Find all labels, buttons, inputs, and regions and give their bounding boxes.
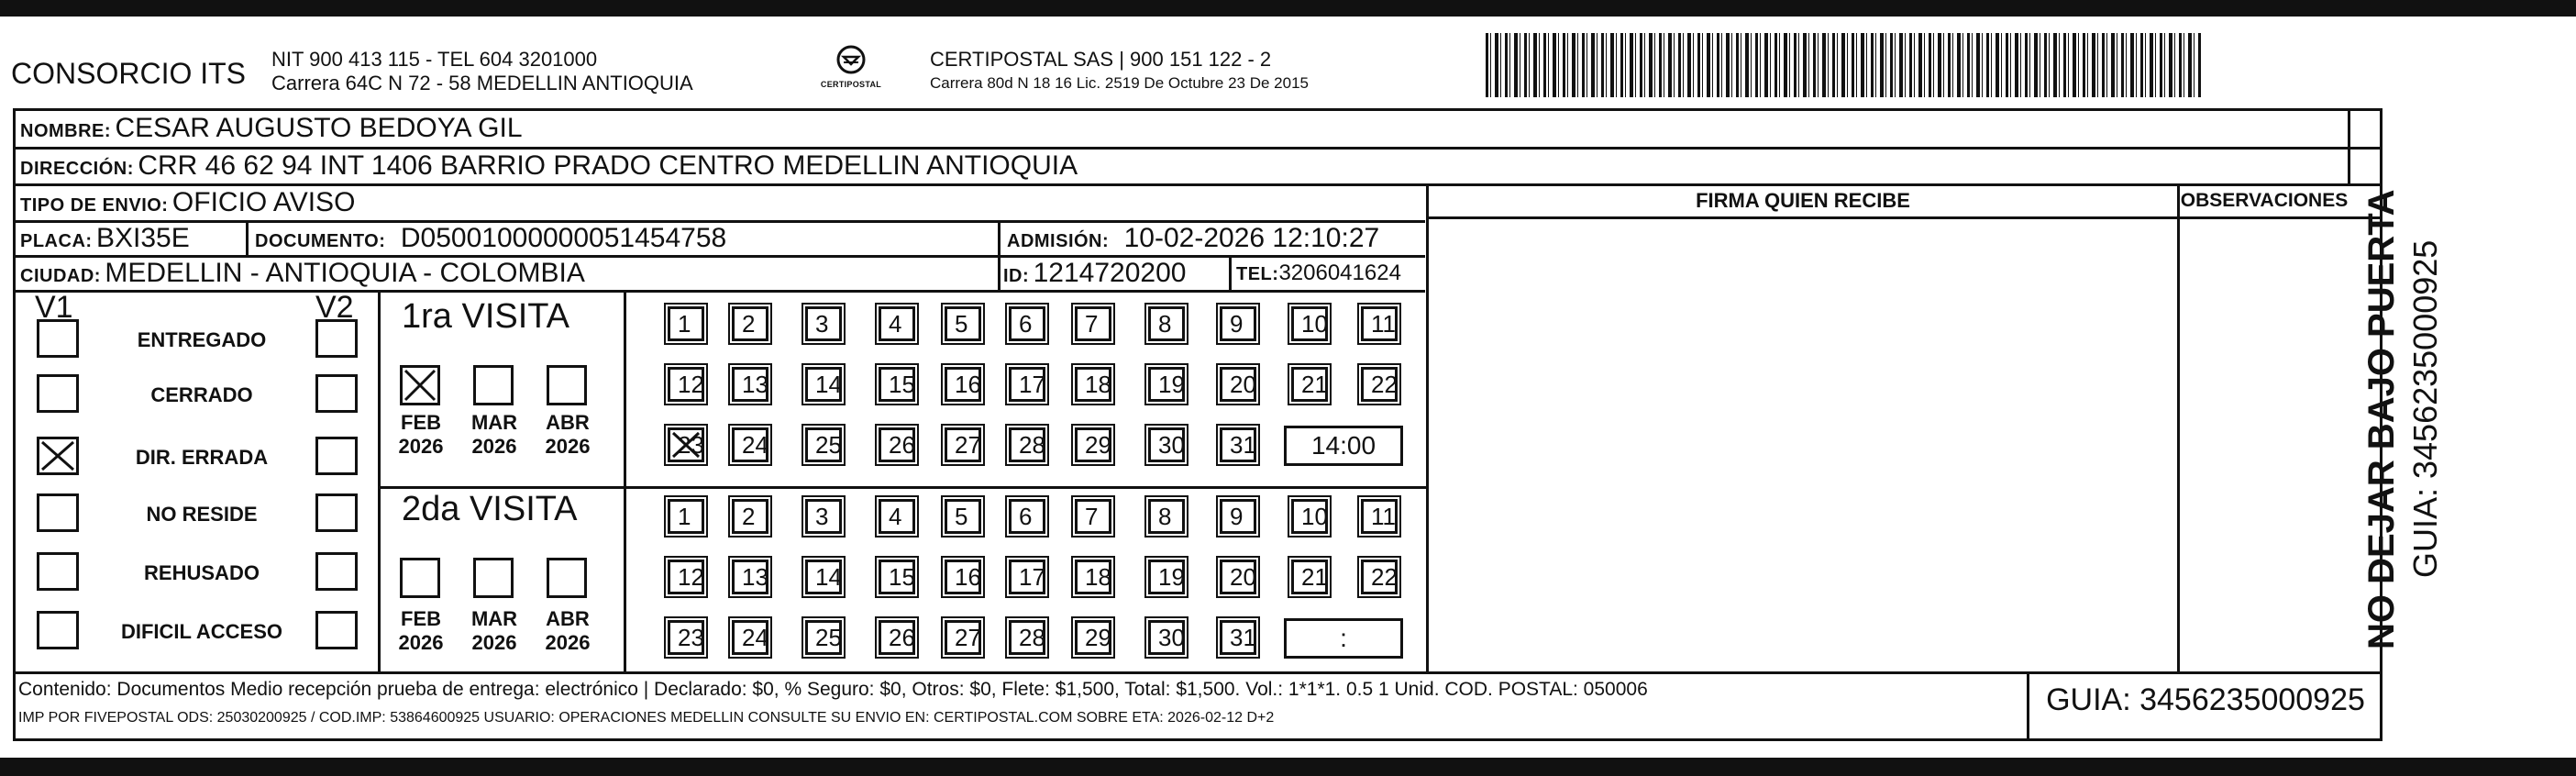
v2-checkbox-dificil-acceso[interactable] (315, 611, 358, 649)
tipo-label: TIPO DE ENVIO: (20, 195, 169, 216)
row-line-5 (13, 290, 1425, 293)
second-visit-month-label-feb (389, 607, 453, 655)
first-visit-time-box[interactable]: 14:00 (1284, 426, 1403, 466)
second-visit-day-22[interactable]: 22 (1361, 560, 1398, 594)
first-visit-day-1[interactable]: 1 (668, 306, 704, 341)
month-name: FEB (401, 411, 441, 434)
admision-value: 10-02-2026 12:10:27 (1123, 223, 1380, 253)
month-name: ABR (546, 411, 590, 434)
top-edge-bar (0, 0, 2576, 17)
v1-label: V1 (35, 290, 73, 325)
first-visit-day-16[interactable]: 16 (945, 367, 981, 402)
first-visit-day-11[interactable]: 11 (1361, 306, 1398, 341)
second-visit-day-2[interactable]: 2 (732, 499, 768, 534)
placa-value: BXI35E (96, 223, 190, 253)
direccion-row (20, 149, 1078, 183)
admision-cell (1007, 222, 1379, 255)
first-visit-day-5[interactable]: 5 (945, 306, 981, 341)
admision-label: ADMISIÓN: (1007, 231, 1110, 251)
first-visit-day-15[interactable]: 15 (879, 367, 915, 402)
v1-check-mark-dir-errada (37, 437, 79, 475)
tipo-row (20, 185, 355, 220)
first-visit-day-22[interactable]: 22 (1361, 367, 1398, 402)
v2-label: V2 (315, 290, 354, 325)
tel-value: 3206041624 (1278, 261, 1401, 285)
second-visit-month-label-mar (462, 607, 526, 655)
certipostal-line1: CERTIPOSTAL SAS | 900 151 122 - 2 (930, 48, 1272, 71)
observaciones-header: OBSERVACIONES (2180, 190, 2349, 211)
first-visit-day-18[interactable]: 18 (1075, 367, 1111, 402)
first-visit-day-28[interactable]: 28 (1009, 427, 1045, 462)
second-visit-day-17[interactable]: 17 (1009, 560, 1045, 594)
firma-header: FIRMA QUIEN RECIBE (1696, 189, 1910, 212)
first-visit-day-7[interactable]: 7 (1075, 306, 1111, 341)
visit-title-divider (624, 290, 626, 671)
id-cell (1003, 257, 1186, 290)
second-visit-day-28[interactable]: 28 (1009, 620, 1045, 655)
first-visit-day-9[interactable]: 9 (1220, 306, 1256, 341)
certipostal-info (930, 48, 1309, 95)
status-label-dificil-acceso: DIFICIL ACCESO (120, 620, 282, 643)
placa-label: PLACA: (20, 231, 93, 251)
ciudad-label: CIUDAD: (20, 266, 101, 286)
v1-checkbox-no-reside[interactable] (37, 493, 79, 532)
first-visit-day-12[interactable]: 12 (668, 367, 704, 402)
status-label-cerrado: CERRADO (150, 383, 253, 406)
month-year: 2026 (471, 435, 517, 458)
second-visit-day-8[interactable]: 8 (1148, 499, 1185, 534)
second-visit-day-11[interactable]: 11 (1361, 499, 1398, 534)
second-visit-day-27[interactable]: 27 (945, 620, 981, 655)
nombre-row (20, 110, 523, 147)
nit-tel: NIT 900 413 115 - TEL 604 3201000 (271, 48, 598, 71)
first-visit-month-label-feb (389, 411, 453, 459)
second-visit-day-21[interactable]: 21 (1291, 560, 1328, 594)
admision-divider (998, 220, 1001, 290)
second-visit-day-24[interactable]: 24 (732, 620, 768, 655)
status-label-no-reside: NO RESIDE (146, 503, 258, 526)
first-visit-day-21[interactable]: 21 (1291, 367, 1328, 402)
bottom-edge-bar (0, 758, 2576, 776)
id-value: 1214720200 (1033, 258, 1187, 288)
side-guia: GUIA: 3456235000925 (2406, 239, 2444, 578)
second-visit-day-20[interactable]: 20 (1220, 560, 1256, 594)
second-visit-day-23[interactable]: 23 (668, 620, 704, 655)
v2-checkbox-dir-errada[interactable] (315, 437, 358, 475)
second-visit-day-12[interactable]: 12 (668, 560, 704, 594)
first-visit-day-20[interactable]: 20 (1220, 367, 1256, 402)
v1-checkbox-cerrado[interactable] (37, 374, 79, 413)
ciudad-value: MEDELLIN - ANTIOQUIA - COLOMBIA (105, 258, 585, 288)
first-visit-day-19[interactable]: 19 (1148, 367, 1185, 402)
month-year: 2026 (398, 435, 444, 458)
first-visit-day-25[interactable]: 25 (805, 427, 842, 462)
status-label-rehusado: REHUSADO (144, 561, 260, 584)
second-visit-day-16[interactable]: 16 (945, 560, 981, 594)
second-visit-day-25[interactable]: 25 (805, 620, 842, 655)
first-visit-day-3[interactable]: 3 (805, 306, 842, 341)
company-address: Carrera 64C N 72 - 58 MEDELLIN ANTIOQUIA (271, 72, 693, 94)
first-visit-day-10[interactable]: 10 (1291, 306, 1328, 341)
barcode (1486, 33, 2201, 97)
second-visit-day-1[interactable]: 1 (668, 499, 704, 534)
second-visit-day-5[interactable]: 5 (945, 499, 981, 534)
tel-cell (1236, 257, 1401, 290)
company-name: CONSORCIO ITS (11, 57, 247, 90)
second-visit-day-3[interactable]: 3 (805, 499, 842, 534)
second-visit-day-19[interactable]: 19 (1148, 560, 1185, 594)
ciudad-cell (20, 257, 585, 290)
second-visit-day-4[interactable]: 4 (879, 499, 915, 534)
month-name: ABR (546, 607, 590, 630)
v2-checkbox-no-reside[interactable] (315, 493, 358, 532)
first-visit-day-17[interactable]: 17 (1009, 367, 1045, 402)
month-year: 2026 (545, 435, 591, 458)
v1-checkbox-entregado[interactable] (37, 319, 79, 358)
first-visit-day-24[interactable]: 24 (732, 427, 768, 462)
footer-guia: GUIA: 3456235000925 (2046, 682, 2365, 717)
footer-contenido: Contenido: Documentos Medio recepción prueba de entrega: electrónico | Declarado: $0, % Seguro: $0, Otros: $0, Flete: $1,500, Total: $1,500. Vol.: 1*1*1. 0.5 1 Unid. COD. POSTAL: 050006 (18, 679, 1648, 700)
v1-checkbox-dificil-acceso[interactable] (37, 611, 79, 649)
first-visit-month-abr[interactable] (547, 365, 587, 405)
second-visit-day-15[interactable]: 15 (879, 560, 915, 594)
tipo-value: OFICIO AVISO (171, 187, 356, 217)
firma-header-line (1429, 216, 2179, 219)
footer-guia-divider (2027, 671, 2029, 741)
company-contact (271, 48, 693, 95)
first-visit-month-label-abr (536, 411, 600, 459)
second-visit-time-box[interactable]: : (1284, 618, 1403, 659)
second-visit-day-7[interactable]: 7 (1075, 499, 1111, 534)
documento-value: D05001000000051454758 (400, 223, 727, 253)
no-dejar-bajo-puerta: NO DEJAR BAJO PUERTA (2361, 189, 2402, 649)
first-visit-day-6[interactable]: 6 (1009, 306, 1045, 341)
logo-icon (831, 44, 871, 75)
month-year: 2026 (471, 631, 517, 654)
first-visit-day-14[interactable]: 14 (805, 367, 842, 402)
direccion-label: DIRECCIÓN: (20, 159, 134, 179)
status-divider (378, 290, 381, 671)
second-visit-day-18[interactable]: 18 (1075, 560, 1111, 594)
first-visit-day-30[interactable]: 30 (1148, 427, 1185, 462)
logo-text: CERTIPOSTAL (820, 80, 882, 89)
placa-cell (20, 222, 190, 255)
obs-header-line (2179, 216, 2383, 219)
month-year: 2026 (545, 631, 591, 654)
footer-imp: IMP POR FIVEPOSTAL ODS: 25030200925 / COD.IMP: 53864600925 USUARIO: OPERACIONES MEDELLIN CONSULTE SU ENVIO EN: CERTIPOSTAL.COM SOBRE ETA: 2026-02-12 D+2 (18, 710, 1275, 726)
first-visit-month-mark-feb (400, 365, 440, 405)
certipostal-line2: Carrera 80d N 18 16 Lic. 2519 De Octubre 23 De 2015 (930, 74, 1309, 92)
first-visit-day-8[interactable]: 8 (1148, 306, 1185, 341)
second-visit-month-mar[interactable] (473, 558, 514, 598)
first-visit-day-mark-23 (668, 427, 704, 462)
first-visit-title: 1ra VISITA (402, 297, 570, 336)
v2-checkbox-rehusado[interactable] (315, 552, 358, 591)
second-visit-day-29[interactable]: 29 (1075, 620, 1111, 655)
status-label-entregado: ENTREGADO (137, 328, 267, 351)
v2-checkbox-entregado[interactable] (315, 319, 358, 358)
first-visit-day-27[interactable]: 27 (945, 427, 981, 462)
first-visit-day-2[interactable]: 2 (732, 306, 768, 341)
second-visit-day-9[interactable]: 9 (1220, 499, 1256, 534)
v1-checkbox-rehusado[interactable] (37, 552, 79, 591)
second-visit-title: 2da VISITA (402, 490, 578, 528)
tel-label: TEL: (1236, 264, 1279, 284)
second-visit-day-10[interactable]: 10 (1291, 499, 1328, 534)
firma-left-line (1426, 183, 1429, 671)
second-visit-month-feb[interactable] (400, 558, 440, 598)
second-visit-day-31[interactable]: 31 (1220, 620, 1256, 655)
placa-divider (246, 220, 249, 255)
month-name: MAR (470, 411, 518, 434)
certipostal-logo (814, 44, 888, 99)
second-visit-day-26[interactable]: 26 (879, 620, 915, 655)
second-visit-day-14[interactable]: 14 (805, 560, 842, 594)
month-name: FEB (401, 607, 441, 630)
id-label: ID: (1003, 266, 1030, 286)
first-visit-month-label-mar (462, 411, 526, 459)
v2-checkbox-cerrado[interactable] (315, 374, 358, 413)
status-label-dir-errada: DIR. ERRADA (135, 446, 269, 469)
documento-cell (255, 222, 726, 255)
first-visit-day-4[interactable]: 4 (879, 306, 915, 341)
second-visit-day-6[interactable]: 6 (1009, 499, 1045, 534)
second-visit-month-label-abr (536, 607, 600, 655)
first-visit-day-31[interactable]: 31 (1220, 427, 1256, 462)
side-top-line (2348, 108, 2350, 183)
direccion-value: CRR 46 62 94 INT 1406 BARRIO PRADO CENTRO MEDELLIN ANTIOQUIA (138, 150, 1078, 181)
nombre-value: CESAR AUGUSTO BEDOYA GIL (115, 113, 523, 143)
month-name: MAR (470, 607, 518, 630)
first-visit-day-23[interactable]: 23 (668, 427, 704, 462)
month-year: 2026 (398, 631, 444, 654)
second-visit-day-30[interactable]: 30 (1148, 620, 1185, 655)
tel-divider (1229, 255, 1232, 290)
documento-label: DOCUMENTO: (255, 231, 386, 251)
first-visit-day-29[interactable]: 29 (1075, 427, 1111, 462)
obs-left-line (2177, 183, 2180, 671)
first-visit-day-26[interactable]: 26 (879, 427, 915, 462)
first-visit-month-mar[interactable] (473, 365, 514, 405)
second-visit-day-13[interactable]: 13 (732, 560, 768, 594)
visit-divider (378, 486, 1426, 489)
first-visit-day-13[interactable]: 13 (732, 367, 768, 402)
second-visit-month-abr[interactable] (547, 558, 587, 598)
nombre-label: NOMBRE: (20, 121, 112, 141)
